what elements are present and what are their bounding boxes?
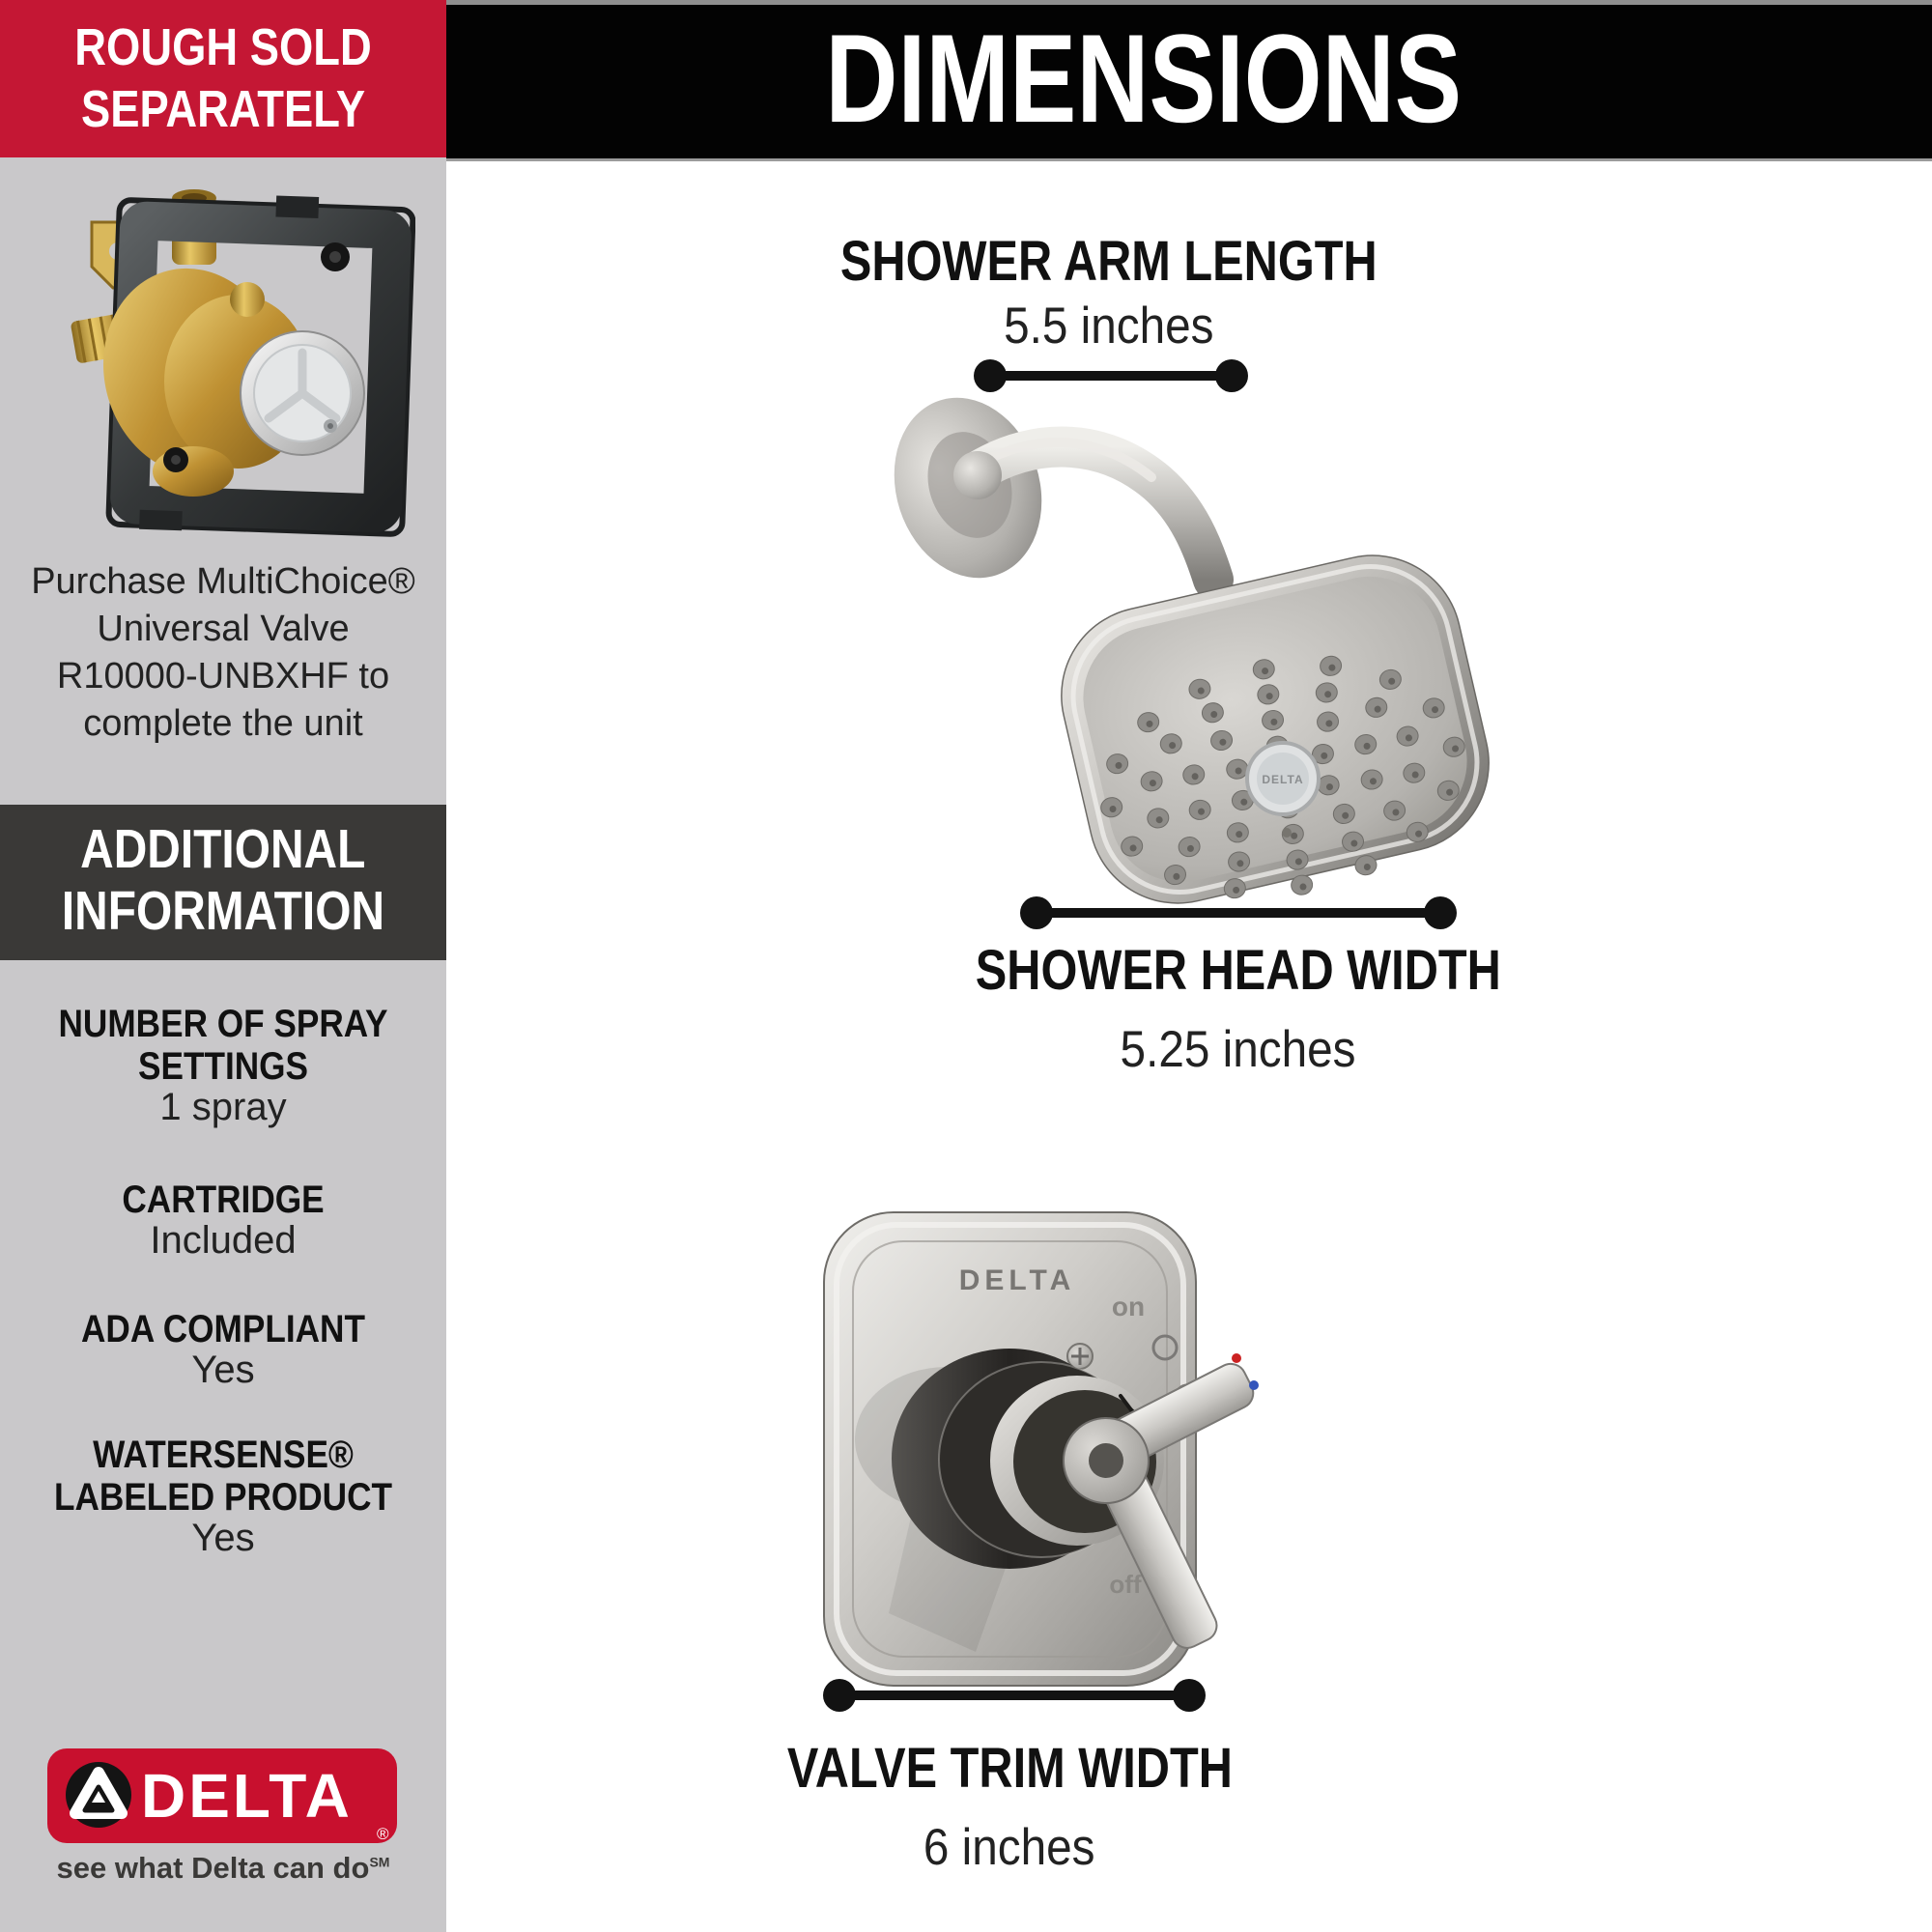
spec-value-cartridge: Included — [150, 1219, 297, 1262]
delta-logo-text: DELTA — [141, 1761, 353, 1831]
shower-head-dimension-line — [1020, 896, 1457, 929]
hot-indicator-dot — [1232, 1353, 1241, 1363]
additional-information-banner — [0, 805, 446, 960]
valve-trim-width-label: VALVE TRIM WIDTH — [786, 1737, 1233, 1800]
sidebar — [0, 0, 446, 1932]
trim-on-label: on — [1111, 1292, 1146, 1321]
delta-tagline: see what Delta can do℠ — [56, 1851, 390, 1885]
rough-in-valve-illustration — [48, 174, 415, 541]
banner-line: SEPARATELY — [81, 80, 366, 138]
spec-value-ada: Yes — [191, 1349, 255, 1391]
shower-arm-length-label: SHOWER ARM LENGTH — [840, 230, 1378, 293]
shower-arm — [871, 386, 1213, 597]
spec-label-cartridge: CARTRIDGE — [122, 1179, 325, 1221]
purchase-line: Purchase MultiChoice® — [31, 561, 415, 602]
spec-label-ada: ADA COMPLIANT — [81, 1308, 365, 1350]
page-title: DIMENSIONS — [825, 8, 1462, 149]
purchase-note — [6, 558, 440, 748]
cold-indicator-dot — [1249, 1380, 1259, 1390]
banner-line: ROUGH SOLD — [74, 18, 373, 76]
trim-off-label: off — [1109, 1570, 1142, 1599]
delta-logo — [44, 1745, 402, 1851]
spec-label-spray-settings: NUMBER OF SPRAY SETTINGS — [58, 1003, 388, 1088]
valve-trim-illustration — [802, 1198, 1314, 1700]
shower-head-illustration — [869, 386, 1546, 927]
banner-line: INFORMATION — [61, 880, 385, 942]
dimensions-header — [446, 0, 1932, 161]
valve-test-cap — [241, 331, 364, 455]
purchase-line: Universal Valve — [97, 609, 350, 649]
service-mark: SM — [369, 1854, 390, 1870]
purchase-line: R10000-UNBXHF to — [56, 656, 390, 696]
spec-value-watersense: Yes — [191, 1517, 255, 1559]
registered-mark: ® — [377, 1825, 389, 1843]
spec-value-spray-settings: 1 spray — [159, 1086, 287, 1128]
purchase-line: complete the unit — [83, 703, 363, 744]
valve-trim-width-value: 6 inches — [923, 1819, 1095, 1876]
banner-line: ADDITIONAL — [80, 818, 366, 880]
showerhead-button-brand: DELTA — [1262, 773, 1304, 786]
rough-sold-banner — [0, 0, 447, 157]
shower-head-width-value: 5.25 inches — [1121, 1021, 1356, 1078]
shower-head-width-label: SHOWER HEAD WIDTH — [975, 939, 1502, 1002]
spec-label-watersense: WATERSENSE® LABELED PRODUCT — [53, 1434, 393, 1519]
valve-trim-dimension-line — [823, 1679, 1206, 1712]
shower-arm-length-value: 5.5 inches — [1004, 298, 1214, 355]
trim-brand-text: DELTA — [958, 1264, 1076, 1296]
